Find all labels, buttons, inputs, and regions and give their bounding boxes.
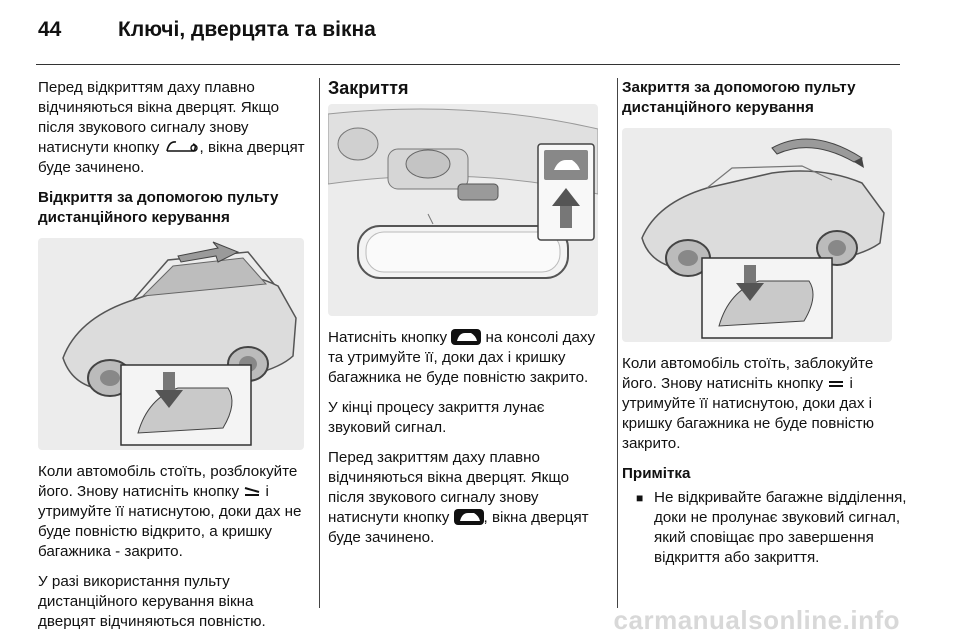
note-heading: Примітка bbox=[622, 465, 691, 482]
column-left bbox=[38, 78, 308, 642]
roof-button-icon bbox=[243, 483, 261, 499]
watermark: carmanualsonline.info bbox=[613, 605, 900, 635]
column-divider-2 bbox=[617, 78, 618, 608]
column-divider-1 bbox=[319, 78, 320, 608]
column-right bbox=[622, 78, 907, 568]
roof-close-button-icon-2 bbox=[454, 509, 484, 525]
header-rule bbox=[36, 64, 900, 65]
remote-open-paragraph: Коли автомобіль стоїть, розблокуйте його. Знову натисніть кнопку і утримуйте її натиснутою, доки дах не буде повністю відкрито, а кришку багажника - закрито. bbox=[38, 463, 302, 560]
column-middle bbox=[328, 78, 608, 558]
page-header bbox=[38, 18, 376, 42]
note-list bbox=[622, 488, 907, 568]
car-open-roof-illustration bbox=[38, 238, 304, 450]
windows-paragraph: Перед закриттям даху плавно відчиняються вікна дверцят. Якщо після звукового сигналу знову натиснути кнопку , вікна дверцят буде зачинено. bbox=[328, 449, 589, 546]
roof-open-icon bbox=[164, 139, 200, 155]
close-instruction-paragraph: Натисніть кнопку на консолі даху та утримуйте її, доки дах і кришку багажника не буде повністю закрито. bbox=[328, 329, 596, 386]
page-number: 44 bbox=[38, 18, 62, 41]
signal-paragraph: У кінці процесу закриття лунає звуковий сигнал. bbox=[328, 399, 545, 436]
remote-window-paragraph: У разі використання пульту дистанційного керування вікна дверцят відчиняються повністю. bbox=[38, 573, 266, 630]
car-closing-roof-illustration bbox=[622, 128, 892, 342]
section-heading-closing: Закриття bbox=[328, 78, 409, 98]
remote-close-paragraph: Коли автомобіль стоїть, заблокуйте його. Знову натисніть кнопку і утримуйте її натиснутою, доки дах і кришку багажника не буде повністю закрито. bbox=[622, 355, 874, 452]
page-title: Ключі, дверцята та вікна bbox=[118, 18, 376, 41]
section-heading-remote-close: Закриття за допомогою пульту дистанційного керування bbox=[622, 79, 856, 116]
roof-console-illustration bbox=[328, 104, 598, 316]
roof-close-button-icon bbox=[451, 329, 481, 345]
note-item: ■ Не відкривайте багажне відділення, доки не пролунає звуковий сигнал, який сповіщає про завершення відкриття або закриття. bbox=[636, 488, 907, 568]
intro-paragraph: Перед відкриттям даху плавно відчиняються вікна дверцят. Якщо після звукового сигналу знову натиснути кнопку , вікна дверцят буде зачинено. bbox=[38, 79, 305, 176]
section-heading-remote-open: Відкриття за допомогою пульту дистанційного керування bbox=[38, 189, 279, 226]
roof-button-icon-2 bbox=[827, 375, 845, 391]
